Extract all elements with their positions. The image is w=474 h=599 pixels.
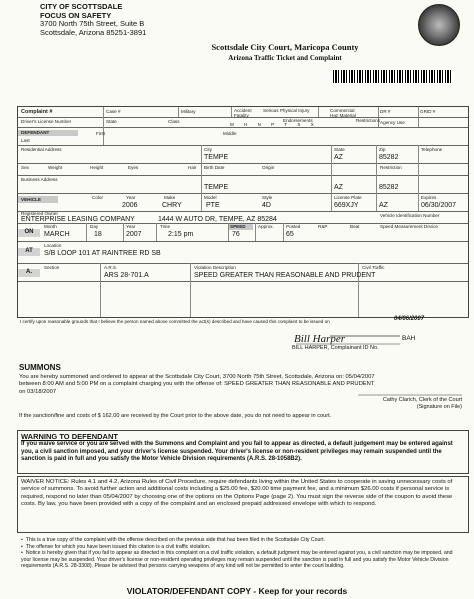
agency-line: 3700 North 75th Street, Suite B [40, 19, 145, 28]
vehicle-label: VEHICLE [21, 197, 41, 202]
zip-value: 85282 [379, 154, 399, 161]
hair-label: Hair [188, 165, 197, 170]
complainant-signature: Bill Harper [294, 333, 346, 345]
yr-value: 2007 [126, 231, 142, 238]
owner-address: 1444 W AUTO DR, TEMPE, AZ 85284 [158, 216, 277, 223]
certification-text: I certify upon reasonable grounds that I believe the person named above committed the act(s) described and have caused this complaint to be issued on [20, 319, 330, 324]
violation-label: Violation Description [194, 265, 236, 270]
year-value: 2006 [122, 202, 138, 209]
summons-title: SUMMONS [19, 363, 61, 372]
speed-method-label: Speed Measurement Device [380, 224, 438, 229]
month-value: MARCH [44, 231, 70, 238]
location-value: S/B LOOP 101 AT RAINTREE RD SB [44, 250, 161, 257]
dl-label: Driver's License Number [21, 119, 72, 124]
clerk-block [362, 397, 462, 411]
color-label: Color [92, 195, 103, 200]
summons-text [19, 374, 464, 396]
officer-badge: BAH [402, 335, 416, 342]
defendant-label: DEFENDANT [21, 130, 50, 135]
zip-label: Zip [379, 147, 386, 152]
restrictions-label: Restrictions [356, 118, 380, 123]
weight-label: Weight [48, 165, 63, 170]
business-state: AZ [334, 184, 343, 191]
business-label: Business Address [21, 177, 58, 182]
agency-use-label: Agency Use [380, 120, 405, 125]
ars-value: ARS 28-701.A [104, 272, 149, 279]
plate-value: 669XJY [334, 202, 359, 209]
warning-text: If you waive service or you are served with the Summons and Complaint and you fail to appear as directed, a default judgement may be entered against you, a civil sanction imposed, and your driver's license suspended. Your driver's license or non-resident privileges may remain suspended until the sanction is paid in full and you satisfy the Motor Vehicle Division requirements (A.R.S. 28-1058B2). [21, 441, 453, 463]
hazmat-label: Haz Material [330, 113, 356, 118]
complaint-form [17, 106, 469, 318]
model-label: Model [204, 195, 217, 200]
endorsement-code: X [310, 122, 314, 127]
business-city: TEMPE [204, 184, 229, 191]
summons-line: on 03/18/2007 [19, 388, 57, 395]
expires-value: 06/30/2007 [421, 202, 457, 209]
time-value: 2:15 pm [168, 231, 194, 238]
endorsements-label: Endorsements [283, 118, 313, 123]
copy-footer: VIOLATOR/DEFENDANT COPY - Keep for your records [126, 586, 348, 596]
style-label: Style [262, 195, 273, 200]
plate-label: License Plate [334, 195, 362, 200]
waiver-text: WAIVER NOTICE: Rules 4.1 and 4.2, Arizona Rules of Civil Procedure, require defendants living within the United States to cooperate in saving unnecessary costs of service of summons. To avoid further action and additional costs including a $25.00 fee, $20.00 time payment fee, and a minimum $26.00 costs if personal service is required, respond no later than 05/04/2007 by choosing one of the options on the Options Page (page 2). You must sign the reverse side of the coupon to avoid these costs. By law, you have been provided with a copy of the complaint and an enclosed prepaid addressed envelope with which to respond. [21, 479, 453, 508]
make-value: CHRY [162, 202, 182, 209]
day-label: Day [90, 224, 99, 229]
complaint-label: Complaint # [21, 109, 53, 115]
note-item: • Notice is hereby given that if you fail to appear as directed in this complaint on a civil traffic violation, a default judgment may be entered against you, a civil sanction may be imposed, and your license may be suspended. Your driver's license or non-resident operating privileges may remain suspended until the sanction is paid in full and you satisfy the Motor Vehicle Division requirements (A.R.S. 28-3308). Please be advised that persons carrying weapons of any kind will not be permitted to enter the court building. [21, 550, 461, 570]
violation-value: SPEED GREATER THAN REASONABLE AND PRUDENT [194, 272, 376, 279]
a-label: A. [18, 269, 40, 277]
time-label: Time [160, 224, 171, 229]
fatality-label: Fatality [234, 113, 249, 118]
approx-label: Approx. [258, 224, 274, 229]
commercial-label: Commercial [330, 108, 355, 113]
telephone-label: Telephone [421, 147, 443, 152]
summons-line: between 8:00 AM and 5:00 PM on a complaint charging you with the offense of: SPEED GREATER THAN REASONABLE AND PRUDENT [19, 381, 375, 388]
agency-header [40, 3, 146, 37]
case-label: Case # [106, 109, 121, 114]
issued-date: 04/06/2007 [394, 316, 425, 322]
class-label: Class [168, 119, 180, 124]
owner-label: Registered Owner [21, 211, 59, 216]
warning-title: WARNING TO DEFENDANT [21, 432, 118, 441]
month-label: Month [44, 224, 57, 229]
location-label: Location [44, 243, 62, 248]
endorsement-code: T [284, 122, 288, 127]
clerk-name: Cathy Clarich, Clerk of the Court [382, 397, 462, 403]
posted-value: 65 [286, 231, 294, 238]
vin-label: Vehicle Identification Number [380, 213, 440, 218]
expires-label: Expires [421, 195, 437, 200]
agency-line: CITY OF SCOTTSDALE [40, 2, 123, 11]
barcode [333, 70, 453, 83]
height-label: Height [90, 165, 104, 170]
state-label: State [106, 119, 117, 124]
accident-label: Accident [234, 108, 252, 113]
endorsement-code: P [271, 122, 275, 127]
ars-label: A.R.S. [104, 265, 118, 270]
residential-label: Residential Address [21, 147, 62, 152]
city-value: TEMPE [204, 154, 229, 161]
restriction-label: Restriction [380, 165, 402, 170]
agency-line: FOCUS ON SAFETY [40, 10, 112, 20]
first-label: First [96, 131, 105, 136]
endorsement-code: H [244, 122, 248, 127]
agency-line: Scottsdale, Arizona 85251-3891 [40, 27, 147, 37]
complainant-name: BILL HARPER, Complainant ID No. [292, 345, 379, 351]
note-item: • This is a true copy of the complaint with the offense described on the previous side that has been filed in the Scottsdale City Court. [21, 537, 461, 544]
at-label: AT [18, 248, 40, 256]
endorsement-codes [230, 122, 314, 127]
posted-label: Posted [286, 224, 301, 229]
origin-label: Origin [262, 165, 275, 170]
year-label: Year [126, 195, 136, 200]
speed-value: 76 [232, 231, 240, 238]
day-value: 18 [94, 231, 102, 238]
speed-label: SPEED [230, 224, 246, 229]
military-label: Military [181, 109, 196, 114]
plate-state: AZ [379, 202, 388, 209]
middle-label: Middle [223, 131, 237, 136]
business-zip: 85282 [379, 184, 399, 191]
summons-line: You are hereby summoned and ordered to appear at the Scottsdale City Court, 3700 North 75th Street, Scottsdale, Arizona on: 05/04/2007 [19, 374, 375, 380]
on-label: ON [18, 229, 40, 237]
owner-value: ENTERPRISE LEASING COMPANY [21, 216, 135, 223]
court-seal-icon [418, 4, 460, 46]
yr-label: Year [126, 224, 136, 229]
dr-label: DR # [380, 109, 391, 114]
eyes-label: Eyes [128, 165, 139, 170]
fine-text: If the sanction/fine and costs of $ 162.00 are received by the Court prior to the above date, you do not need to appear in court. [19, 413, 332, 419]
court-subtitle: Arizona Traffic Ticket and Complaint [228, 54, 342, 62]
sex-label: Sex [21, 165, 29, 170]
city-label: City [204, 147, 212, 152]
beat-label: Beat [350, 224, 360, 229]
notes-list [21, 537, 461, 570]
endorsement-code: N [257, 122, 261, 127]
state-value: AZ [334, 154, 343, 161]
state-label: State [334, 147, 345, 152]
grid-label: GRID # [420, 109, 436, 114]
civil-label: Civil Traffic [362, 265, 385, 270]
endorsement-code: S [297, 122, 301, 127]
rp-label: R&P [318, 224, 328, 229]
endorsement-code: M [230, 122, 234, 127]
court-title: Scottsdale City Court, Maricopa County [211, 42, 359, 52]
style-value: 4D [262, 202, 271, 209]
injury-label: Serious Physical Injury [263, 108, 310, 113]
note-item: • The offense for which you have been issued this citation is a civil traffic violation. [21, 544, 461, 551]
make-label: Make [164, 195, 176, 200]
clerk-signature: (Signature on File) [416, 404, 462, 410]
last-label: Last [21, 138, 30, 143]
section-label: Section [44, 265, 60, 270]
model-value: PTE [206, 202, 220, 209]
birth-label: Birth Date [204, 165, 225, 170]
